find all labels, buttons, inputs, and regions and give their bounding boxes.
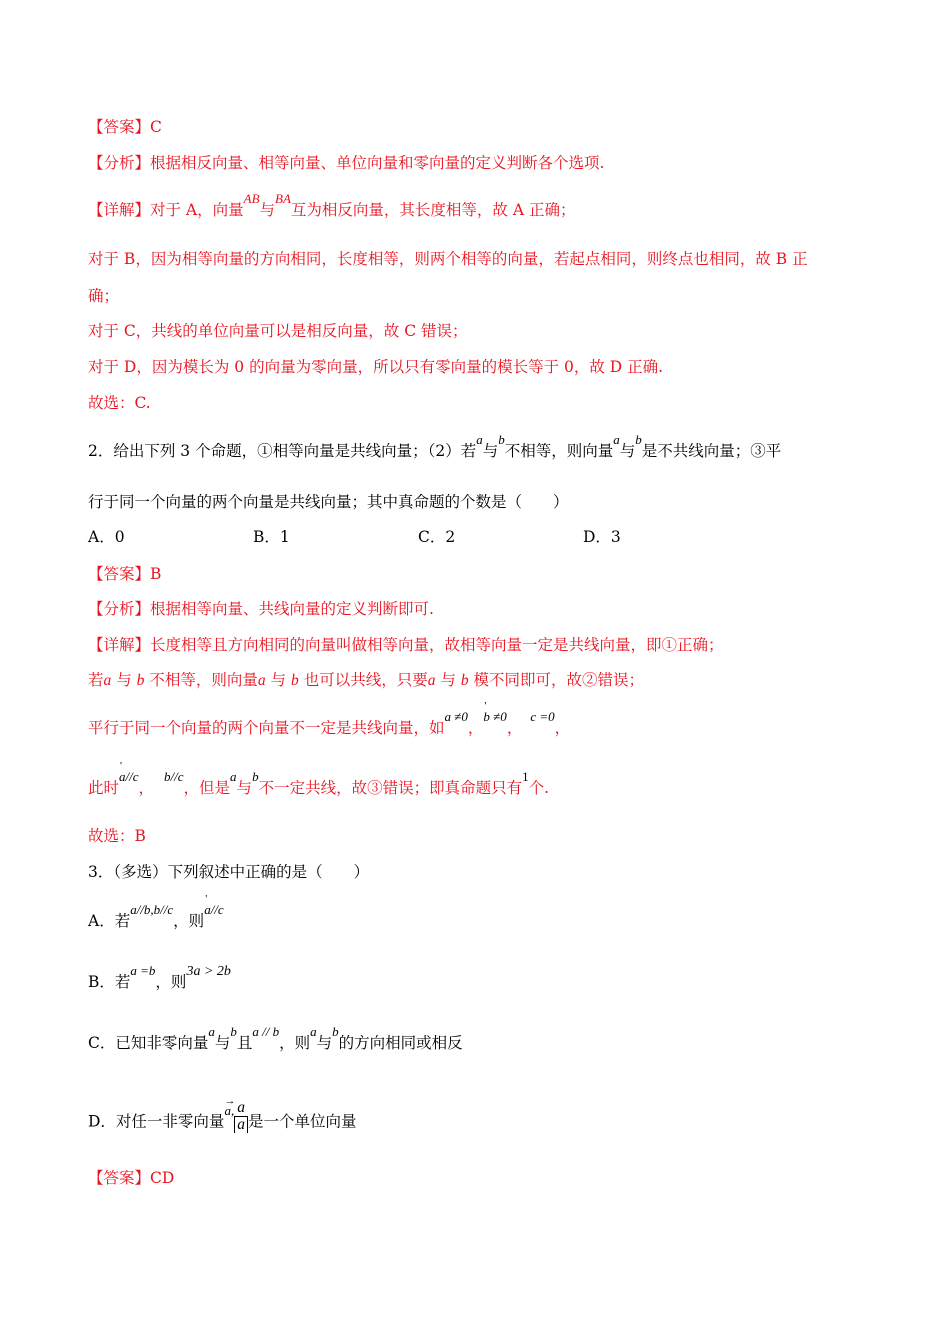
q2-choice: 故选：B: [88, 827, 146, 845]
q2-answer: 【答案】B: [88, 565, 162, 583]
q1-detail-b-line1: 对于 B，因为相等向量的方向相同，长度相等，则两个相等的向量，若起点相同，则终点也相同，故 B 正: [88, 250, 808, 268]
unit-vector-fraction: $\frac{a}{a}$: [234, 1100, 248, 1133]
q2-detail-2: 若a 与 b 不相等，则向量a 与 b 也可以共线，只要a 与 b 模不同即可，故②错误；: [88, 671, 645, 689]
q3-option-b: B．若$^{a =b}$，则3a > 2b: [88, 963, 231, 991]
q3-stem: 3．（多选）下列叙述中正确的是（ ）: [88, 863, 370, 881]
vector-ab: AB: [243, 191, 260, 206]
q1-choice: 故选：C.: [88, 394, 151, 412]
q1-detail-d: 对于 D，因为模长为 0 的向量为零向量，所以只有零向量的模长等于 0，故 D 正确.: [88, 358, 664, 376]
q2-analysis: 【分析】根据相等向量、共线向量的定义判断即可.: [88, 600, 434, 618]
q2-option-a: A．0: [88, 528, 125, 546]
q2-detail-1: 【详解】长度相等且方向相同的向量叫做相等向量，故相等向量一定是共线向量，即①正确；: [88, 636, 724, 654]
q1-detail-c: 对于 C，共线的单位向量可以是相反向量，故 C 错误；: [88, 322, 468, 340]
q2-detail-3: 平行于同一个向量的两个向量不一定是共线向量，如$^{a \ne 0}$，' b ≠0，$^{c =0}$，: [88, 718, 570, 739]
q2-option-b: B．1: [253, 528, 290, 546]
q3-option-a: A．若$^{a//b,b//c}$，则' a//c: [88, 911, 224, 932]
q2-detail-4: 此时' a//c，$^{b//c}$，但是$^a$与$^b$不一定共线，故③错误；即真命题只有$^1$个.: [88, 778, 549, 799]
q1-answer: 【答案】C: [88, 118, 162, 136]
q1-analysis: 【分析】根据相反向量、相等向量、单位向量和零向量的定义判断各个选项.: [88, 154, 605, 172]
q3-option-d: D．对任一非零向量 $^{\to a,}\frac{a}{a}$是一个单位向量: [88, 1094, 357, 1133]
q2-stem-line1: 2．给出下列 3 个命题，①相等向量是共线向量；（2）若$^a$与$^b$不相等，则向量$^a$与$^b$是不共线向量；③平: [88, 432, 782, 460]
q3-option-c: C．已知非零向量$^a$与$^b$且$^{a // b}$，则$^a$与$^b$的方向相同或相反: [88, 1024, 463, 1052]
q1-detail-a: 【详解】对于 A，向量$^{AB}$与$^{BA}$互为相反向量，其长度相等，故 A 正确；: [88, 191, 576, 219]
vector-a-arrow: → a,: [224, 1094, 236, 1118]
q3-answer: 【答案】CD: [88, 1169, 175, 1187]
q2-stem-line2: 行于同一个向量的两个向量是共线向量；其中真命题的个数是（ ）: [88, 493, 569, 511]
q2-option-d: D．3: [583, 528, 621, 546]
q2-option-c: C．2: [418, 528, 456, 546]
vector-ba: BA: [275, 191, 291, 206]
q1-detail-b-line2: 确；: [88, 287, 120, 305]
